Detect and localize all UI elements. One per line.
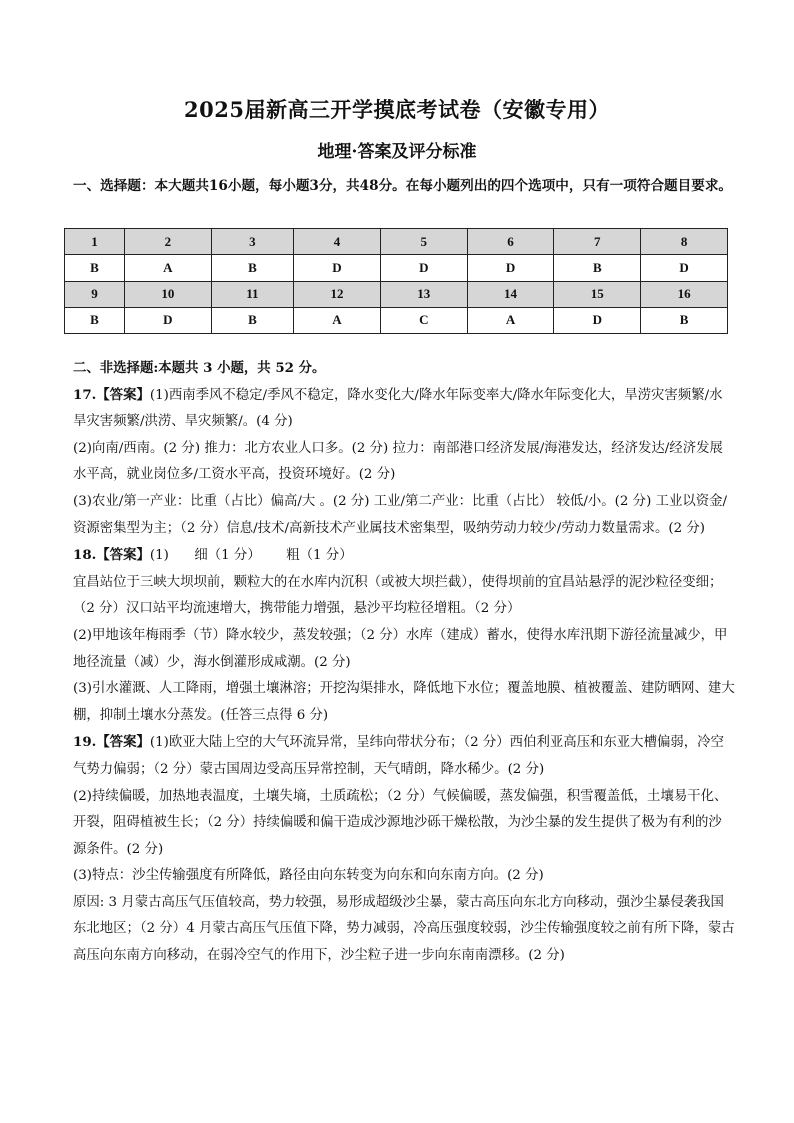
section2-content (73, 355, 735, 970)
question-number-cell: 13 (380, 281, 467, 307)
answer-cell: B (65, 307, 125, 333)
section1-heading: 一、选择题：本大题共16小题，每小题3分，共48分。在每小题列出的四个选项中，只有一项符合题目要求。 (73, 178, 733, 194)
page-subtitle: 地理·答案及评分标准 (317, 142, 477, 162)
q19-answer-part1 (73, 729, 735, 783)
table-row (65, 307, 728, 333)
answer-cell: B (65, 255, 125, 281)
table-row (65, 281, 728, 307)
answer-cell: A (294, 307, 381, 333)
q18-answer-part1 (73, 542, 735, 570)
q19-answer-part2: (2)持续偏暖，加热地表温度，土壤失墒，土质疏松；（2 分）气候偏暖，蒸发偏强，积雪覆盖低，土壤易干化、开裂，阻碍植被生长；（2 分）持续偏暖和偏干造成沙源地沙砾干燥松散，为沙尘暴的发生提供了极为有利的沙源条件。(2 分) (73, 788, 728, 857)
q19-answer-reason: 原因: 3 月蒙古高压气压值较高，势力较强，易形成超级沙尘暴，蒙古高压向东北方向移动，强沙尘暴侵袭我国东北地区；（2 分）4 月蒙古高压气压值下降，势力减弱，冷高压强度较弱，沙尘传输强度较之前有所下降，蒙古高压向东南方向移动，在弱冷空气的作用下，沙尘粒子进一步向东南南漂移。(2 分) (73, 894, 735, 964)
question-number-cell: 15 (554, 281, 641, 307)
answer-cell: D (467, 255, 554, 281)
q19-text: (1)欧亚大陆上空的大气环流异常，呈纬向带状分布；（2 分）西伯利亚高压和东亚大槽偏弱，冷空气势力偏弱；（2 分）蒙古国周边受高压异常控制，天气晴朗，降水稀少。(2 分) (73, 735, 724, 777)
answer-cell: C (380, 307, 467, 333)
question-number-cell: 10 (124, 281, 211, 307)
answer-cell: B (211, 255, 293, 281)
q17-answer-part3: (3)农业/第一产业：比重（占比）偏高/大 。(2 分) 工业/第二产业：比重（占比） 较低/小。(2 分) 工业以资金/资源密集型为主；（2 分）信息/技术/高新技术产业属技术密集型，吸纳劳动力较少/劳动力数量需求。(2 分) (73, 493, 728, 536)
q18-answer-part2: (2)甲地该年梅雨季（节）降水较少，蒸发较强；（2 分）水库（建成）蓄水，使得水库汛期下游径流量减少，甲地径流量（减）少，海水倒灌形成咸潮。(2 分) (73, 627, 728, 670)
question-number-cell: 6 (467, 229, 554, 255)
question-number-cell: 7 (554, 229, 641, 255)
answer-cell: B (211, 307, 293, 333)
table-row (65, 255, 728, 281)
q17-answer-part1 (73, 382, 735, 436)
q18-answer-part3: (3)引水灌溉、人工降雨，增强土壤淋溶；开挖沟渠排水，降低地下水位；覆盖地膜、植被覆盖、建防晒网、建大棚，抑制土壤水分蒸发。(任答三点得 6 分) (73, 681, 735, 723)
answer-cell: D (294, 255, 381, 281)
question-number-cell: 16 (641, 281, 728, 307)
answer-cell: B (641, 307, 728, 333)
q17-text: (1)西南季风不稳定/季风不稳定，降水变化大/降水年际变率大/降水年际变化大，旱涝灾害频繁/水旱灾害频繁/洪涝、旱灾频繁/。(4 分) (73, 387, 723, 430)
q18-answer-explanation: 宜昌站位于三峡大坝坝前，颗粒大的在水库内沉积（或被大坝拦截），使得坝前的宜昌站悬浮的泥沙粒径变细；（2 分）汉口站平均流速增大，携带能力增强，悬沙平均粒径增粗。（2 分） (73, 574, 723, 617)
answer-cell: D (554, 307, 641, 333)
answer-cell: B (554, 255, 641, 281)
question-number-cell: 1 (65, 229, 125, 255)
question-number-cell: 4 (294, 229, 381, 255)
answer-cell: D (124, 307, 211, 333)
question-number-cell: 8 (641, 229, 728, 255)
q19-answer-part3: (3)特点：沙尘传输强度有所降低，路径由向东转变为向东和向东南方向。(2 分) (73, 868, 544, 884)
answer-cell: D (641, 255, 728, 281)
question-number-cell: 2 (124, 229, 211, 255)
question-number-cell: 12 (294, 281, 381, 307)
section2-heading: 二、非选择题:本题共 3 小题，共 52 分。 (73, 360, 326, 376)
answer-cell: A (467, 307, 554, 333)
answer-table (64, 228, 728, 334)
q19-label: 19.【答案】 (73, 734, 150, 751)
question-number-cell: 14 (467, 281, 554, 307)
q18-label: 18.【答案】 (73, 547, 150, 564)
page-title: 2025届新高三开学摸底考试卷（安徽专用） (184, 97, 610, 122)
question-number-cell: 5 (380, 229, 467, 255)
question-number-cell: 11 (211, 281, 293, 307)
question-number-cell: 3 (211, 229, 293, 255)
q17-label: 17.【答案】 (73, 386, 150, 403)
answer-cell: A (124, 255, 211, 281)
q18-text: (1) 细（1 分） 粗（1 分） (149, 548, 353, 564)
answer-cell: D (380, 255, 467, 281)
q17-answer-part2: (2)向南/西南。(2 分) 推力：北方农业人口多。(2 分) 拉力：南部港口经济发展/海港发达，经济发达/经济发展水平高，就业岗位多/工资水平高，投资环境好。(2 分) (73, 440, 723, 483)
question-number-cell: 9 (65, 281, 125, 307)
table-row (65, 229, 728, 255)
